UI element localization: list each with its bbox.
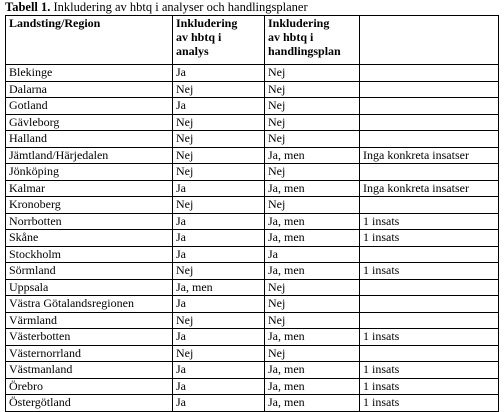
cell-region: Västmanland <box>6 362 173 379</box>
cell-handlingsplan: Nej <box>265 65 360 82</box>
cell-analys: Ja <box>173 378 265 395</box>
table-row <box>6 378 499 395</box>
header-line: Inkludering <box>268 16 330 30</box>
table-row <box>6 131 499 148</box>
table-row <box>6 197 499 214</box>
table-row <box>6 246 499 263</box>
cell-comment: Inga konkreta insatser <box>360 147 499 164</box>
header-line: analys <box>176 44 209 58</box>
cell-analys: Ja <box>173 362 265 379</box>
cell-comment: 1 insats <box>360 395 499 412</box>
cell-region: Sörmland <box>6 263 173 280</box>
header-handlingsplan <box>265 16 360 65</box>
cell-handlingsplan: Ja, men <box>265 329 360 346</box>
cell-comment <box>360 164 499 181</box>
cell-handlingsplan: Ja, men <box>265 230 360 247</box>
cell-handlingsplan: Ja, men <box>265 395 360 412</box>
table-row <box>6 279 499 296</box>
cell-comment <box>360 114 499 131</box>
cell-region: Halland <box>6 131 173 148</box>
table-row <box>6 180 499 197</box>
header-line: av hbtq i <box>176 30 222 44</box>
cell-handlingsplan: Ja, men <box>265 362 360 379</box>
cell-comment: 1 insats <box>360 230 499 247</box>
cell-analys: Ja <box>173 65 265 82</box>
cell-analys: Ja <box>173 395 265 412</box>
cell-analys: Nej <box>173 197 265 214</box>
cell-handlingsplan: Nej <box>265 114 360 131</box>
cell-comment: 1 insats <box>360 362 499 379</box>
cell-region: Jämtland/Härjedalen <box>6 147 173 164</box>
cell-region: Gävleborg <box>6 114 173 131</box>
cell-analys: Ja <box>173 230 265 247</box>
cell-analys: Ja <box>173 98 265 115</box>
cell-region: Norrbotten <box>6 213 173 230</box>
cell-handlingsplan: Nej <box>265 312 360 329</box>
cell-region: Västernorrland <box>6 345 173 362</box>
cell-region: Örebro <box>6 378 173 395</box>
cell-analys: Nej <box>173 81 265 98</box>
cell-region: Västra Götalandsregionen <box>6 296 173 313</box>
cell-analys: Ja <box>173 246 265 263</box>
table-row <box>6 147 499 164</box>
header-line: handlingsplan <box>268 44 341 58</box>
cell-comment <box>360 246 499 263</box>
cell-handlingsplan: Nej <box>265 164 360 181</box>
cell-handlingsplan: Nej <box>265 98 360 115</box>
cell-analys: Nej <box>173 147 265 164</box>
cell-region: Jönköping <box>6 164 173 181</box>
table-row <box>6 329 499 346</box>
table-row <box>6 164 499 181</box>
header-row <box>6 16 499 65</box>
cell-comment <box>360 296 499 313</box>
cell-region: Dalarna <box>6 81 173 98</box>
cell-analys: Ja, men <box>173 279 265 296</box>
cell-comment <box>360 131 499 148</box>
cell-analys: Ja <box>173 213 265 230</box>
cell-analys: Nej <box>173 263 265 280</box>
cell-region: Stockholm <box>6 246 173 263</box>
cell-comment <box>360 81 499 98</box>
cell-region: Blekinge <box>6 65 173 82</box>
cell-analys: Nej <box>173 312 265 329</box>
cell-region: Östergötland <box>6 395 173 412</box>
cell-comment <box>360 312 499 329</box>
cell-region: Gotland <box>6 98 173 115</box>
cell-region: Kronoberg <box>6 197 173 214</box>
header-comment <box>360 16 499 65</box>
cell-analys: Nej <box>173 131 265 148</box>
cell-analys: Ja <box>173 296 265 313</box>
table-caption <box>5 0 308 15</box>
header-line: Inkludering <box>176 16 238 30</box>
table-row <box>6 65 499 82</box>
cell-handlingsplan: Nej <box>265 296 360 313</box>
cell-handlingsplan: Ja, men <box>265 263 360 280</box>
table-body <box>6 65 499 412</box>
cell-comment <box>360 279 499 296</box>
table-row <box>6 98 499 115</box>
cell-analys: Nej <box>173 164 265 181</box>
header-region <box>6 16 173 65</box>
cell-region: Uppsala <box>6 279 173 296</box>
cell-comment: 1 insats <box>360 263 499 280</box>
cell-handlingsplan: Ja, men <box>265 180 360 197</box>
cell-handlingsplan: Nej <box>265 279 360 296</box>
cell-handlingsplan: Nej <box>265 131 360 148</box>
table-row <box>6 213 499 230</box>
cell-region: Kalmar <box>6 180 173 197</box>
table-row <box>6 395 499 412</box>
cell-handlingsplan: Ja, men <box>265 147 360 164</box>
cell-analys: Nej <box>173 114 265 131</box>
data-table <box>5 15 499 412</box>
table-row <box>6 263 499 280</box>
cell-comment <box>360 98 499 115</box>
cell-comment: 1 insats <box>360 329 499 346</box>
cell-region: Värmland <box>6 312 173 329</box>
cell-comment <box>360 197 499 214</box>
cell-analys: Ja <box>173 329 265 346</box>
cell-handlingsplan: Nej <box>265 81 360 98</box>
table-row <box>6 362 499 379</box>
cell-region: Västerbotten <box>6 329 173 346</box>
cell-handlingsplan: Ja, men <box>265 378 360 395</box>
header-line: Landsting/Region <box>9 16 101 30</box>
caption-text: Inkludering av hbtq i analyser och handlingsplaner <box>53 0 308 14</box>
cell-comment: 1 insats <box>360 378 499 395</box>
cell-analys: Ja <box>173 180 265 197</box>
cell-comment <box>360 65 499 82</box>
table-row <box>6 296 499 313</box>
table-row <box>6 81 499 98</box>
table-row <box>6 345 499 362</box>
cell-region: Skåne <box>6 230 173 247</box>
caption-label: Tabell 1. <box>5 0 51 14</box>
table-row <box>6 230 499 247</box>
cell-comment: 1 insats <box>360 213 499 230</box>
cell-analys: Nej <box>173 345 265 362</box>
cell-handlingsplan: Nej <box>265 197 360 214</box>
table-row <box>6 114 499 131</box>
header-line: av hbtq i <box>268 30 314 44</box>
cell-handlingsplan: Ja <box>265 246 360 263</box>
table-row <box>6 312 499 329</box>
cell-comment: Inga konkreta insatser <box>360 180 499 197</box>
cell-handlingsplan: Nej <box>265 345 360 362</box>
header-analys <box>173 16 265 65</box>
cell-handlingsplan: Ja, men <box>265 213 360 230</box>
cell-comment <box>360 345 499 362</box>
